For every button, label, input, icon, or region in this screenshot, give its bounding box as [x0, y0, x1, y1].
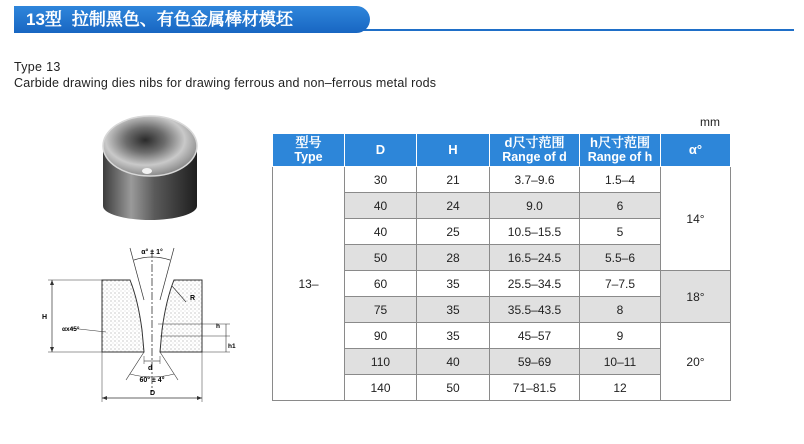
product-description: Carbide drawing dies nibs for drawing ferrous and non–ferrous metal rods	[14, 76, 437, 90]
header-h-en: Range of h	[587, 150, 653, 164]
header-type	[273, 134, 345, 167]
cell-D: 40	[345, 219, 417, 245]
header-h-cn: h尺寸范围	[590, 135, 650, 150]
cell-d: 25.5–34.5	[490, 271, 580, 297]
header-D: D	[345, 134, 417, 167]
cell-d: 45–57	[490, 323, 580, 349]
cell-H: 35	[417, 323, 490, 349]
banner-code: 13型	[26, 10, 62, 29]
type-cell: 13–	[273, 167, 345, 401]
h1-label: h1	[228, 343, 236, 350]
cell-h: 12	[580, 375, 661, 401]
alpha-cell-group-1: 14°	[661, 167, 731, 271]
cell-H: 24	[417, 193, 490, 219]
header-type-cn: 型号	[295, 135, 322, 150]
cell-D: 90	[345, 323, 417, 349]
cell-H: 50	[417, 375, 490, 401]
d-label: d	[148, 365, 153, 372]
banner-title: 拉制黑色、有色金属棒材模坯	[71, 10, 293, 29]
unit-label: mm	[700, 115, 720, 129]
cell-H: 21	[417, 167, 490, 193]
header-alpha: α°	[661, 134, 731, 167]
diameter-D-label: D	[150, 390, 156, 397]
alpha-cell-group-2: 18°	[661, 271, 731, 323]
cell-D: 110	[345, 349, 417, 375]
cell-H: 25	[417, 219, 490, 245]
alpha-cell-group-3: 20°	[661, 323, 731, 401]
cell-H: 28	[417, 245, 490, 271]
angle-top-label: α° ± 1°	[141, 249, 163, 256]
cell-d: 16.5–24.5	[490, 245, 580, 271]
h-label: h	[216, 323, 220, 330]
header-d-cn: d尺寸范围	[504, 135, 565, 150]
cell-h: 1.5–4	[580, 167, 661, 193]
table-row	[273, 167, 731, 193]
cell-h: 5.5–6	[580, 245, 661, 271]
chamfer-label: αx45°	[62, 326, 80, 333]
cell-d: 59–69	[490, 349, 580, 375]
cell-H: 35	[417, 271, 490, 297]
header-d-range	[490, 134, 580, 167]
cell-d: 10.5–15.5	[490, 219, 580, 245]
cell-h: 8	[580, 297, 661, 323]
die-nib-photo	[95, 108, 205, 228]
angle-bottom-label: 60° ± 4°	[139, 377, 165, 384]
cell-D: 30	[345, 167, 417, 193]
cell-h: 6	[580, 193, 661, 219]
cell-d: 71–81.5	[490, 375, 580, 401]
section-banner	[14, 6, 370, 33]
cell-h: 7–7.5	[580, 271, 661, 297]
spec-table	[272, 134, 731, 401]
radius-label: R	[190, 295, 196, 302]
die-cross-section-drawing	[30, 240, 245, 412]
cell-h: 10–11	[580, 349, 661, 375]
type-label: Type 13	[14, 60, 61, 74]
header-h-range	[580, 134, 661, 167]
cell-D: 40	[345, 193, 417, 219]
cell-D: 60	[345, 271, 417, 297]
cell-D: 50	[345, 245, 417, 271]
cell-h: 9	[580, 323, 661, 349]
table-header-row	[273, 134, 731, 167]
header-d-en: Range of d	[502, 150, 567, 164]
cell-d: 3.7–9.6	[490, 167, 580, 193]
cell-D: 75	[345, 297, 417, 323]
header-type-en: Type	[294, 150, 323, 164]
cell-d: 35.5–43.5	[490, 297, 580, 323]
header-H: H	[417, 134, 490, 167]
cell-H: 35	[417, 297, 490, 323]
cell-d: 9.0	[490, 193, 580, 219]
cell-H: 40	[417, 349, 490, 375]
cell-D: 140	[345, 375, 417, 401]
cell-h: 5	[580, 219, 661, 245]
height-H-label: H	[42, 314, 48, 321]
